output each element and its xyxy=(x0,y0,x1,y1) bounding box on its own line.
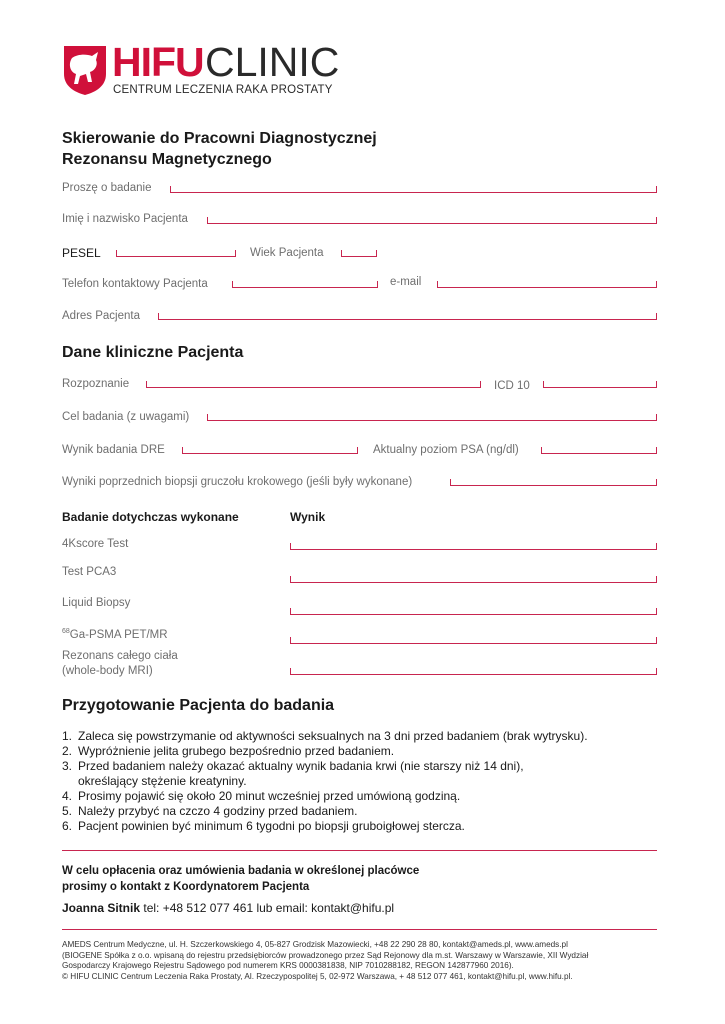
page-title-line1: Skierowanie do Pracowni Diagnostycznej xyxy=(62,130,377,147)
shield-logo-icon xyxy=(62,44,108,96)
patient-name-label: Imię i nazwisko Pacjenta xyxy=(62,213,188,225)
list-item-number: 6. xyxy=(62,819,73,833)
clinical-heading: Dane kliniczne Pacjenta xyxy=(62,344,244,361)
test-liquid-biopsy-label: Liquid Biopsy xyxy=(62,597,131,609)
age-label: Wiek Pacjenta xyxy=(250,247,324,259)
test-psma-result-field[interactable] xyxy=(290,643,657,644)
email-field[interactable] xyxy=(437,287,657,288)
footer-line1: AMEDS Centrum Medyczne, ul. H. Szczerkowskiego 4, 05-827 Grodzisk Mazowiecki, +48 22 290 28 80, kontakt@ameds.pl, www.ameds.pl xyxy=(62,940,568,949)
psma-superscript: 68 xyxy=(62,628,70,635)
list-item xyxy=(62,819,662,834)
psa-field[interactable] xyxy=(541,453,657,454)
test-4kscore-result-field[interactable] xyxy=(290,549,657,550)
address-label: Adres Pacjenta xyxy=(62,310,140,322)
diagnosis-label: Rozpoznanie xyxy=(62,378,130,390)
purpose-field[interactable] xyxy=(207,420,657,421)
biopsy-field[interactable] xyxy=(450,485,657,486)
list-item-number: 2. xyxy=(62,744,73,758)
list-item-number: 3. xyxy=(62,759,73,773)
test-wbmri-result-field[interactable] xyxy=(290,674,657,675)
address-field[interactable] xyxy=(158,319,657,320)
list-item-text: Pacjent powinien być minimum 6 tygodni po biopsji gruboigłowej stercza. xyxy=(78,819,465,833)
diagnosis-field[interactable] xyxy=(146,387,481,388)
list-item-text: Przed badaniem należy okazać aktualny wynik badania krwi (nie starszy niż 14 dni), xyxy=(78,759,524,773)
contact-details[interactable]: tel: +48 512 077 461 lub email: kontakt@hifu.pl xyxy=(140,901,395,915)
phone-label: Telefon kontaktowy Pacjenta xyxy=(62,278,208,290)
test-liquid-biopsy-result-field[interactable] xyxy=(290,614,657,615)
psma-text: Ga-PSMA PET/MR xyxy=(69,628,168,641)
contact-line2: prosimy o kontakt z Koordynatorem Pacjenta xyxy=(62,881,310,893)
list-item-number: 4. xyxy=(62,789,73,803)
contact-line1: W celu opłacenia oraz umówienia badania w określonej placówce xyxy=(62,865,420,877)
footer-line4: © HIFU CLINIC Centrum Leczenia Raka Prostaty, Al. Rzeczypospolitej 5, 02-972 Warszawa, + 48 512 077 461, kontakt@hifu.pl, www.hifu.pl. xyxy=(62,971,573,981)
request-field[interactable] xyxy=(170,192,657,193)
age-field[interactable] xyxy=(341,256,377,257)
contact-name: Joanna Sitnik xyxy=(62,901,141,915)
test-4kscore-label: 4Kscore Test xyxy=(62,538,129,550)
list-item xyxy=(62,729,662,744)
preparation-list xyxy=(62,729,662,834)
biopsy-label: Wyniki poprzednich biopsji gruczołu krokowego (jeśli były wykonane) xyxy=(62,476,413,488)
list-item-number: 5. xyxy=(62,804,73,818)
list-item xyxy=(62,789,662,804)
request-label: Proszę o badanie xyxy=(62,182,152,194)
wbmri-line2: (whole-body MRI) xyxy=(62,665,153,677)
patient-name-field[interactable] xyxy=(207,223,657,224)
test-pca3-label: Test PCA3 xyxy=(62,566,117,578)
list-item xyxy=(62,744,662,759)
list-item-number: 1. xyxy=(62,729,73,743)
icd-field[interactable] xyxy=(543,387,657,388)
footer-line3: Gospodarczy Krajowego Rejestru Sądowego pod numerem KRS 0000381838, NIP 7010288182, REGON 142877960 2016). xyxy=(62,961,514,971)
psa-label: Aktualny poziom PSA (ng/dl) xyxy=(373,444,519,456)
page-title xyxy=(62,128,377,170)
result-column-header: Wynik xyxy=(290,510,326,524)
test-wbmri-label xyxy=(62,649,178,679)
divider xyxy=(62,929,657,930)
list-item xyxy=(62,804,662,819)
list-item-text: Prosimy pojawić się około 20 minut wcześniej przed umówioną godziną. xyxy=(78,789,461,803)
pesel-field[interactable] xyxy=(116,256,236,257)
divider xyxy=(62,850,657,851)
test-pca3-result-field[interactable] xyxy=(290,582,657,583)
dre-field[interactable] xyxy=(182,453,358,454)
preparation-heading: Przygotowanie Pacjenta do badania xyxy=(62,697,335,714)
list-item-text: Należy przybyć na czczo 4 godziny przed badaniem. xyxy=(78,804,358,818)
contact-person xyxy=(62,901,394,915)
test-psma-label xyxy=(62,628,168,641)
list-item-text: Zaleca się powstrzymanie od aktywności seksualnych na 3 dni przed badaniem (brak wytrysku). xyxy=(78,729,588,743)
footer-line2: (BIOGENE Spółka z o.o. wpisaną do rejestru przedsiębiorców prowadzonego przez Sąd Rejonowy dla m.st. Warszawy w Warszawie, XII Wydział xyxy=(62,950,589,960)
icd-label: ICD 10 xyxy=(494,380,530,392)
dre-label: Wynik badania DRE xyxy=(62,444,165,456)
list-item xyxy=(62,759,662,789)
list-item-text: Wypróżnienie jelita grubego bezpośrednio przed badaniem. xyxy=(78,744,395,758)
pesel-label: PESEL xyxy=(62,246,101,260)
footer xyxy=(62,940,662,982)
logo-brand-red: HIFU xyxy=(112,39,204,85)
logo-subtitle: CENTRUM LECZENIA RAKA PROSTATY xyxy=(113,84,333,96)
contact-notice xyxy=(62,863,419,895)
wbmri-line1: Rezonans całego ciała xyxy=(62,650,178,662)
tests-column-header: Badanie dotychczas wykonane xyxy=(62,510,239,524)
purpose-label: Cel badania (z uwagami) xyxy=(62,411,190,423)
page-title-line2: Rezonansu Magnetycznego xyxy=(62,151,272,168)
email-label: e-mail xyxy=(390,276,422,288)
phone-field[interactable] xyxy=(232,287,378,288)
logo-brand-dark: CLINIC xyxy=(205,39,340,85)
list-item-text-continued: określający stężenie kreatyniny. xyxy=(78,774,247,788)
